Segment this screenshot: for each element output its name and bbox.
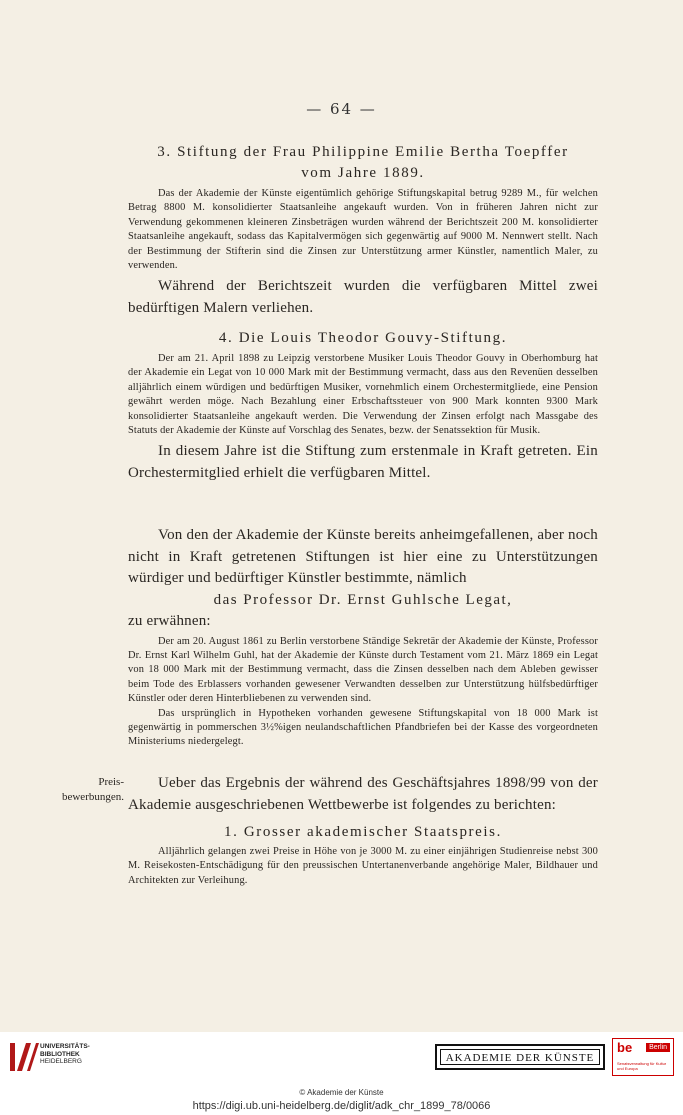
guhl-outro: zu erwähnen: [128,613,211,629]
preis-intro: Ueber das Ergebnis der während des Geschäftsjahres 1898/99 von der Akademie ausgeschriebenen Wettbewerbe ist folgendes zu berichten: [128,775,598,813]
section-4-paragraph: Der am 21. April 1898 zu Leipzig verstorbene Musiker Louis Theodor Gouvy in Oberhomburg hat der Akademie ein Legat von 10 000 Mark mit der Bestimmung vermacht, dass aus den Revenüen desselben alljährlich einem würdigen und bedürftigen Musiker, vornehmlich einem Orchestermitgliede, eine Pension gewährt werden möge. Nach Bezahlung einer Erbschaftssteuer von 900 Mark konnten 9300 Mark konsolidierter Staatsanleihe angekauft werden. Die Verwendung der Zinsen erfolgt nach Massgabe des Statuts der Akademie der Künste auf Vorschlag des Senates, bezw. der Senatssektion für Musik. [128,353,598,437]
source-url-link[interactable]: https://digi.ub.uni-heidelberg.de/diglit/adk_chr_1899_78/0066 [192,1100,491,1112]
akademie-logo-text: AKADEMIE DER KÜNSTE [440,1049,600,1065]
akademie-der-kuenste-logo[interactable] [435,1044,605,1070]
guhl-paragraph-1: Der am 20. August 1861 zu Berlin verstorbene Ständige Sekretär der Akademie der Künste, Professor Dr. Ernst Karl Wilhelm Guhl, hat der Akademie der Künste durch Testament vom 21. März 1869 ein Legat von 18 000 Mark mit der Bestimmung vermacht, dass die Zinsen desselben nach dem Ableben gewisser beim Tode des Erblassers vorhanden gewesener Verwandten desselben zur Unterstützung hülfsbedürftiger Künstler oder deren Hinterbliebenen zu verwenden sind. [128,635,598,705]
ub-line-3: HEIDELBERG [40,1058,82,1065]
ub-line-1: UNIVERSITÄTS- [40,1043,90,1050]
section-3 [128,142,598,319]
ub-line-2: BIBLIOTHEK [40,1050,80,1058]
bem-logo-subtitle: Senatsverwaltung für Kultur und Europa [617,1061,667,1071]
margin-note-line1: Preis- [98,776,124,788]
margin-note-line2: bewerbungen. [61,791,124,803]
bem-logo-berlin: Berlin [646,1043,670,1052]
bem-logo-mark: be [617,1040,633,1055]
section-3-paragraph: Das der Akademie der Künste eigentümlich gehörige Stiftungskapital betrug 9289 M., für welchen Betrag 8800 M. konsolidierter Staatsanleihe angekauft wurden. Von in früheren Jahren nicht zur Verwendung gekommenen kleineren Zinsbeträgen wurden während der Berichtszeit 200 M. konsolidierter Staatsanleihe angekauft, sodass das Kapitalvermögen sich gegenwärtig auf 9000 M. Nennwert stellt. Nach der Bestimmung der Stifterin sind die Zinsen zur Unterstützung armer Künstler, namentlich Maler, zu verwenden. [128,188,598,272]
section-4 [128,328,598,484]
guhl-paragraph-2: Das ursprünglich in Hypotheken vorhanden gewesene Stiftungskapital von 18 000 Mark ist gegenwärtig in pommerschen 3½%igen neulandschaftlichen Pfandbriefen bei der Kasse des vorgeordneten Ministeriums niedergelegt. [128,707,598,748]
copyright-notice: © Akademie der Künste [299,1088,384,1097]
page-number: — 64 — [306,100,377,118]
ub-heidelberg-logo-icon[interactable] [8,1040,42,1074]
section-3-heading-line2: vom Jahre 1889. [301,165,425,181]
section-3-note: Während der Berichtszeit wurden die verfügbaren Mittel zwei bedürftigen Malern verliehen. [128,278,598,316]
guhl-intro: Von den der Akademie der Künste bereits anheimgefallenen, aber noch nicht in Kraft getretenen Stiftungen ist hier eine zu Unterstützungen würdiger und bedürftiger Künstler bestimmte, nämlich [128,527,598,586]
margin-note-preisbewerbungen [44,775,124,805]
guhl-legat-title: das Professor Dr. Ernst Guhlsche Legat, [213,591,513,608]
berlin-senate-logo[interactable] [612,1038,674,1076]
section-3-heading-line1: 3. Stiftung der Frau Philippine Emilie Bertha Toepffer [157,144,569,160]
preis-paragraph: Alljährlich gelangen zwei Preise in Höhe von je 3000 M. zu einer einjährigen Studienreise nebst 300 M. Reisekosten-Entschädigung für den preussischen Untertanenverbande angehörige Maler, Bildhauer und Architekten zur Verleihung. [128,846,598,886]
preis-section [128,773,598,888]
preis-heading: 1. Grosser akademischer Staatspreis. [224,824,502,840]
guhl-section [128,525,598,750]
ub-heidelberg-label [40,1043,90,1066]
section-4-note: In diesem Jahre ist die Stiftung zum erstenmale in Kraft getreten. Ein Orchestermitglied erhielt die verfügbaren Mittel. [128,443,598,481]
section-4-heading: 4. Die Louis Theodor Gouvy-Stiftung. [218,330,508,346]
